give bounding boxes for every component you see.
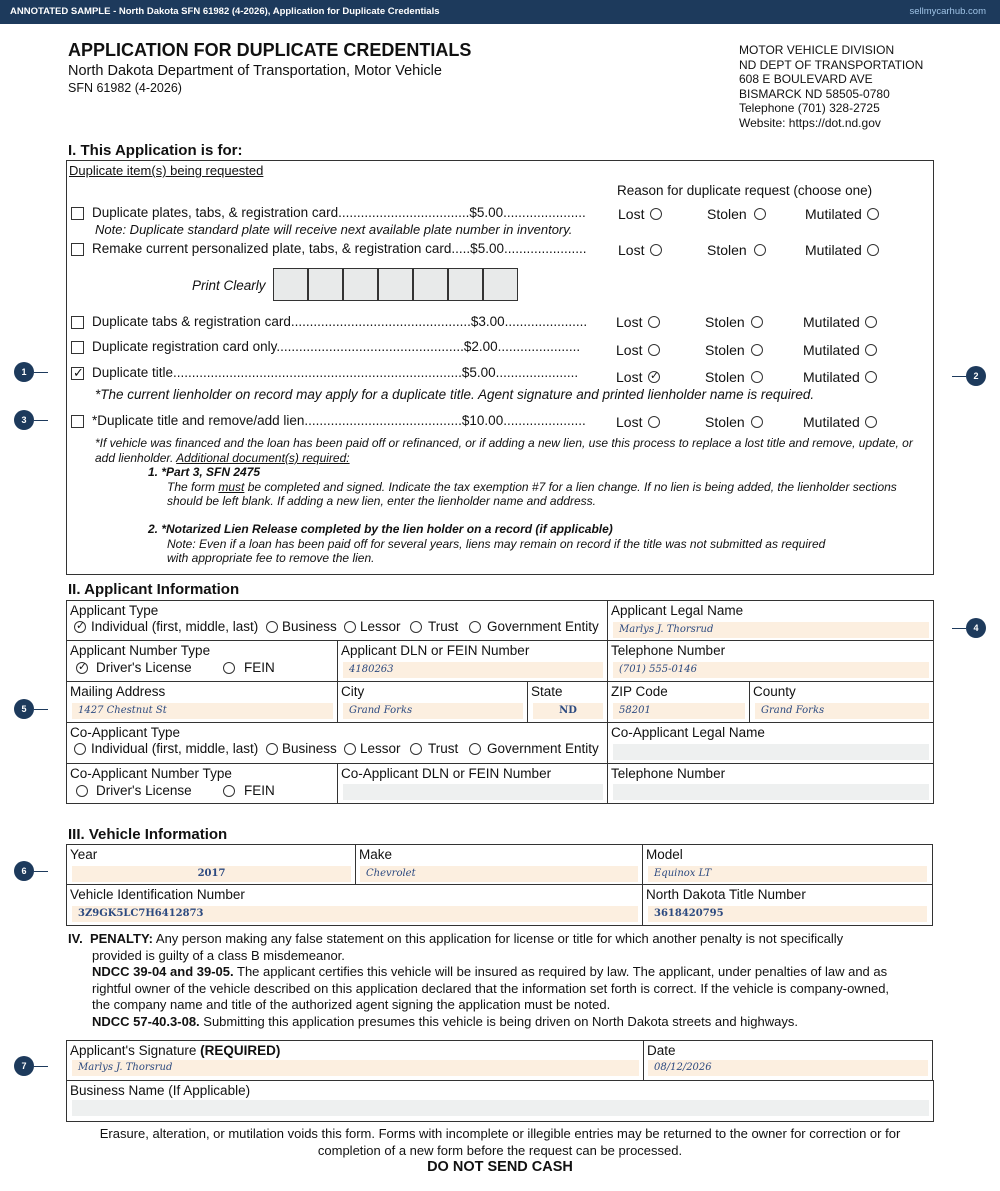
item-checkbox[interactable] [71, 341, 84, 354]
doc-text: be completed and signed. Indicate the tax exemption #7 for a lien change. If no lien is being added, the lienholder sections [244, 480, 897, 494]
section-2-heading: II. Applicant Information [68, 581, 240, 598]
reason-radio-mutilated[interactable] [865, 371, 877, 383]
reason-radio-stolen[interactable] [754, 208, 766, 220]
reason-label: Stolen [705, 342, 745, 358]
mailing-address-field[interactable]: 1427 Chestnut St [72, 703, 333, 719]
section-3-heading: III. Vehicle Information [68, 826, 228, 843]
annotation-marker-6: 6 [14, 861, 34, 881]
ndcc-text: the company name and title of the authorized agent signing the application must be noted. [92, 997, 611, 1012]
reason-label: Mutilated [803, 314, 860, 330]
reason-label: Stolen [707, 206, 747, 222]
ndcc-text: rightful owner of the vehicle described on this application declared that the information set forth is correct. If the vehicle is company-owned, [92, 980, 890, 996]
legal-name-label: Applicant Legal Name [611, 603, 744, 618]
co-number-type-label: Co-Applicant Number Type [70, 766, 232, 781]
marker-leader [34, 372, 48, 373]
penalty-heading: PENALTY: [89, 931, 154, 946]
address-line: ND DEPT OF TRANSPORTATION [739, 57, 924, 72]
items-heading: Duplicate item(s) being requested [69, 163, 264, 178]
plate-char-box[interactable] [308, 268, 343, 301]
annotation-marker-7: 7 [14, 1056, 34, 1076]
footer-warning: DO NOT SEND CASH [427, 1159, 573, 1175]
co-legal-label: Co-Applicant Legal Name [611, 725, 765, 740]
number-option-label: Driver's License [96, 783, 192, 798]
doc-1-line-1 [167, 480, 897, 494]
year-label: Year [70, 847, 98, 862]
type-option-label: Individual (first, middle, last) [91, 741, 259, 756]
form-id: SFN 61982 (4-2026) [68, 81, 182, 95]
type-radio-individual-selected[interactable] [74, 621, 86, 633]
reason-radio-stolen[interactable] [754, 244, 766, 256]
annotation-marker-5: 5 [14, 699, 34, 719]
reason-label: Mutilated [803, 342, 860, 358]
model-label: Model [646, 847, 683, 862]
type-option-label: Government Entity [487, 741, 599, 756]
reason-label: Lost [618, 206, 645, 222]
type-option-label: Lessor [360, 619, 401, 634]
zip-field[interactable]: 58201 [613, 703, 745, 719]
state-label: State [531, 684, 563, 699]
city-label: City [341, 684, 365, 699]
reason-radio-lost[interactable] [648, 416, 660, 428]
plate-char-box[interactable] [483, 268, 518, 301]
item-checkbox[interactable] [71, 415, 84, 428]
year-field[interactable]: 2017 [72, 866, 351, 882]
lien-note-line-2 [95, 451, 350, 465]
doc-text: The form [167, 480, 219, 494]
model-field[interactable]: Equinox LT [648, 866, 927, 882]
type-option-label: Government Entity [487, 619, 599, 634]
personalized-plate-boxes [273, 268, 518, 302]
business-name-field[interactable] [72, 1100, 929, 1116]
print-clearly-label: Print Clearly [192, 278, 266, 293]
title-number-label: North Dakota Title Number [646, 887, 806, 902]
annotation-marker-2: 2 [966, 366, 986, 386]
date-label: Date [647, 1043, 676, 1058]
applicant-phone-field[interactable]: (701) 555-0146 [613, 662, 929, 678]
reason-label: Mutilated [805, 206, 862, 222]
reason-label: Mutilated [803, 414, 860, 430]
type-radio-business[interactable] [266, 621, 278, 633]
mailing-label: Mailing Address [70, 684, 166, 699]
form-title: APPLICATION FOR DUPLICATE CREDENTIALS [68, 40, 472, 60]
signature-label [70, 1043, 280, 1058]
footer-line: Erasure, alteration, or mutilation voids this form. Forms with incomplete or illegible entries may be returned to the owner for correction or for [99, 1126, 901, 1141]
plate-char-box[interactable] [378, 268, 413, 301]
lienholder-note: *The current lienholder on record may apply for a duplicate title. Agent signature and printed lienholder name is required. [95, 387, 815, 402]
type-option-label: Individual (first, middle, last) [91, 619, 259, 634]
item-checkbox[interactable] [71, 243, 84, 256]
annotation-marker-3: 3 [14, 410, 34, 430]
co-type-radio-individual[interactable] [74, 743, 86, 755]
item-label: Remake current personalized plate, tabs, & registration card.....$5.00...................... [92, 241, 587, 256]
doc-2-line-2: with appropriate fee to remove the lien. [167, 551, 375, 565]
address-line: Website: https://dot.nd.gov [739, 115, 881, 130]
reason-radio-mutilated[interactable] [867, 208, 879, 220]
footer [0, 1126, 1000, 1176]
form-subtitle: North Dakota Department of Transportation, Motor Vehicle [68, 63, 442, 79]
section-4-number: IV. [68, 931, 83, 946]
make-label: Make [359, 847, 393, 862]
city-field[interactable]: Grand Forks [343, 703, 523, 719]
marker-leader [952, 628, 966, 629]
co-number-radio-dl[interactable] [76, 785, 88, 797]
address-line: Telephone (701) 328-2725 [739, 101, 880, 116]
plate-char-box[interactable] [448, 268, 483, 301]
reason-radio-mutilated[interactable] [865, 344, 877, 356]
vin-label: Vehicle Identification Number [70, 887, 245, 902]
co-dln-label: Co-Applicant DLN or FEIN Number [341, 766, 552, 781]
doc-2-line-1: Note: Even if a loan has been paid off for several years, liens may remain on record if the title was not submitted as required [167, 537, 826, 551]
title-number-field[interactable]: 3618420795 [648, 906, 927, 922]
co-number-radio-fein[interactable] [223, 785, 235, 797]
doc-text-must: must [218, 480, 245, 494]
penalty-text: Any person making any false statement on this application for license or title for which another penalty is not specifically [153, 931, 844, 946]
type-option-label: Business [282, 741, 337, 756]
number-radio-dl-selected[interactable] [76, 662, 88, 674]
section-1-heading: I. This Application is for: [68, 142, 243, 159]
marker-leader [34, 871, 48, 872]
item-label: *Duplicate title and remove/add lien..........................................$10.00...................... [92, 413, 586, 428]
reason-heading: Reason for duplicate request (choose one) [617, 183, 873, 198]
applicant-dln-field[interactable]: 4180263 [343, 662, 603, 678]
doc-1-line-2: should be left blank. If adding a new lien, enter the lienholder name and address. [167, 494, 596, 508]
plate-note: Note: Duplicate standard plate will receive next available plate number in inventory. [95, 222, 573, 237]
co-applicant-phone-field[interactable] [613, 784, 929, 800]
type-radio-government[interactable] [469, 621, 481, 633]
reason-radio-mutilated[interactable] [867, 244, 879, 256]
state-field[interactable]: ND [533, 703, 603, 719]
reason-radio-stolen[interactable] [751, 344, 763, 356]
plate-char-box[interactable] [413, 268, 448, 301]
lien-note-text: add lienholder. [95, 451, 177, 465]
item-checkbox[interactable] [71, 207, 84, 220]
make-field[interactable]: Chevrolet [360, 866, 638, 882]
reason-label: Lost [616, 369, 643, 385]
phone-label: Telephone Number [611, 643, 726, 658]
co-applicant-legal-name-field[interactable] [613, 744, 929, 760]
co-type-radio-government[interactable] [469, 743, 481, 755]
reason-radio-stolen[interactable] [751, 316, 763, 328]
item-label: Duplicate plates, tabs, & registration card...................................$5.00...................... [92, 205, 586, 220]
business-name-label: Business Name (If Applicable) [70, 1083, 251, 1098]
reason-label: Lost [616, 342, 643, 358]
annotation-marker-1: 1 [14, 362, 34, 382]
reason-radio-lost[interactable] [650, 244, 662, 256]
county-label: County [753, 684, 796, 699]
penalty-text: provided is guilty of a class B misdemeanor. [92, 947, 345, 963]
item-checkbox-checked[interactable] [71, 367, 84, 380]
banner-title: ANNOTATED SAMPLE - North Dakota SFN 61982 (4-2026), Application for Duplicate Credentials [10, 6, 440, 17]
ndcc-text: Submitting this application presumes this vehicle is being driven on North Dakota streets and highways. [199, 1013, 798, 1029]
address-line: 608 E BOULEVARD AVE [739, 72, 873, 87]
reason-label: Stolen [707, 242, 747, 258]
doc-2-title: 2. *Notarized Lien Release completed by the lien holder on a record (if applicable) [148, 522, 613, 536]
banner-site: sellmycarhub.com [909, 6, 986, 17]
number-type-label: Applicant Number Type [70, 643, 211, 658]
county-field[interactable]: Grand Forks [755, 703, 929, 719]
reason-radio-mutilated[interactable] [865, 316, 877, 328]
ndcc-heading: NDCC 57-40.3-08. [92, 1013, 200, 1029]
reason-label: Mutilated [803, 369, 860, 385]
co-applicant-dln-field[interactable] [343, 784, 603, 800]
reason-label: Lost [616, 314, 643, 330]
annotation-banner [0, 0, 1000, 24]
reason-label: Mutilated [805, 242, 862, 258]
marker-leader [34, 420, 48, 421]
co-phone-label: Telephone Number [611, 766, 726, 781]
lien-note-line-1: *If vehicle was financed and the loan has been paid off or refinanced, or if adding a new lien, use this process to replace a lost title and remove, update, or [95, 436, 913, 450]
plate-char-box[interactable] [273, 268, 308, 301]
plate-char-box[interactable] [343, 268, 378, 301]
reason-radio-lost[interactable] [648, 316, 660, 328]
annotation-marker-4: 4 [966, 618, 986, 638]
marker-leader [952, 376, 966, 377]
address-line: MOTOR VEHICLE DIVISION [739, 43, 895, 57]
type-option-label: Trust [428, 741, 459, 756]
type-option-label: Lessor [360, 741, 401, 756]
reason-label: Lost [616, 414, 643, 430]
required-label: (REQUIRED) [200, 1043, 281, 1058]
co-type-label: Co-Applicant Type [70, 725, 181, 740]
applicant-type-label: Applicant Type [70, 603, 159, 618]
ndcc-text: The applicant certifies this vehicle will be insured as required by law. The applicant, under penalties of law and as [233, 964, 888, 979]
marker-leader [34, 1066, 48, 1067]
dln-label: Applicant DLN or FEIN Number [341, 643, 530, 658]
reason-radio-mutilated[interactable] [865, 416, 877, 428]
additional-docs-label: Additional document(s) required: [176, 451, 350, 465]
reason-label: Lost [618, 242, 645, 258]
item-label: Duplicate title.............................................................................$5.00...................... [92, 365, 579, 380]
reason-radio-stolen[interactable] [751, 416, 763, 428]
reason-radio-stolen[interactable] [751, 371, 763, 383]
number-option-label: FEIN [244, 660, 275, 675]
type-radio-lessor[interactable] [344, 621, 356, 633]
co-type-radio-business[interactable] [266, 743, 278, 755]
number-option-label: Driver's License [96, 660, 192, 675]
item-checkbox[interactable] [71, 316, 84, 329]
agency-address [739, 43, 923, 131]
doc-1-title: 1. *Part 3, SFN 2475 [148, 465, 261, 479]
co-type-radio-lessor[interactable] [344, 743, 356, 755]
signature-label-text: Applicant's Signature [70, 1043, 201, 1058]
reason-label: Stolen [705, 414, 745, 430]
reason-radio-lost-selected[interactable] [648, 371, 660, 383]
address-line: BISMARCK ND 58505-0780 [739, 86, 890, 101]
vin-field[interactable]: 3Z9GK5LC7H6412873 [72, 906, 638, 922]
reason-label: Stolen [705, 314, 745, 330]
item-label: Duplicate registration card only..................................................$2.00...................... [92, 339, 581, 354]
reason-radio-lost[interactable] [650, 208, 662, 220]
type-radio-trust[interactable] [410, 621, 422, 633]
applicant-legal-name-field[interactable]: Marlys J. Thorsrud [613, 622, 929, 638]
type-option-label: Business [282, 619, 337, 634]
number-radio-fein[interactable] [223, 662, 235, 674]
penalty-section [68, 931, 938, 1030]
reason-radio-lost[interactable] [648, 344, 660, 356]
marker-leader [34, 709, 48, 710]
date-field[interactable]: 08/12/2026 [648, 1060, 928, 1076]
reason-label: Stolen [705, 369, 745, 385]
co-type-radio-trust[interactable] [410, 743, 422, 755]
type-option-label: Trust [428, 619, 459, 634]
signature-field[interactable]: Marlys J. Thorsrud [72, 1060, 639, 1076]
item-label: Duplicate tabs & registration card................................................$3.00...................... [92, 314, 588, 329]
zip-label: ZIP Code [611, 684, 668, 699]
footer-line: completion of a new form before the request can be processed. [317, 1142, 683, 1158]
number-option-label: FEIN [244, 783, 275, 798]
ndcc-heading: NDCC 39-04 and 39-05. [92, 964, 234, 979]
